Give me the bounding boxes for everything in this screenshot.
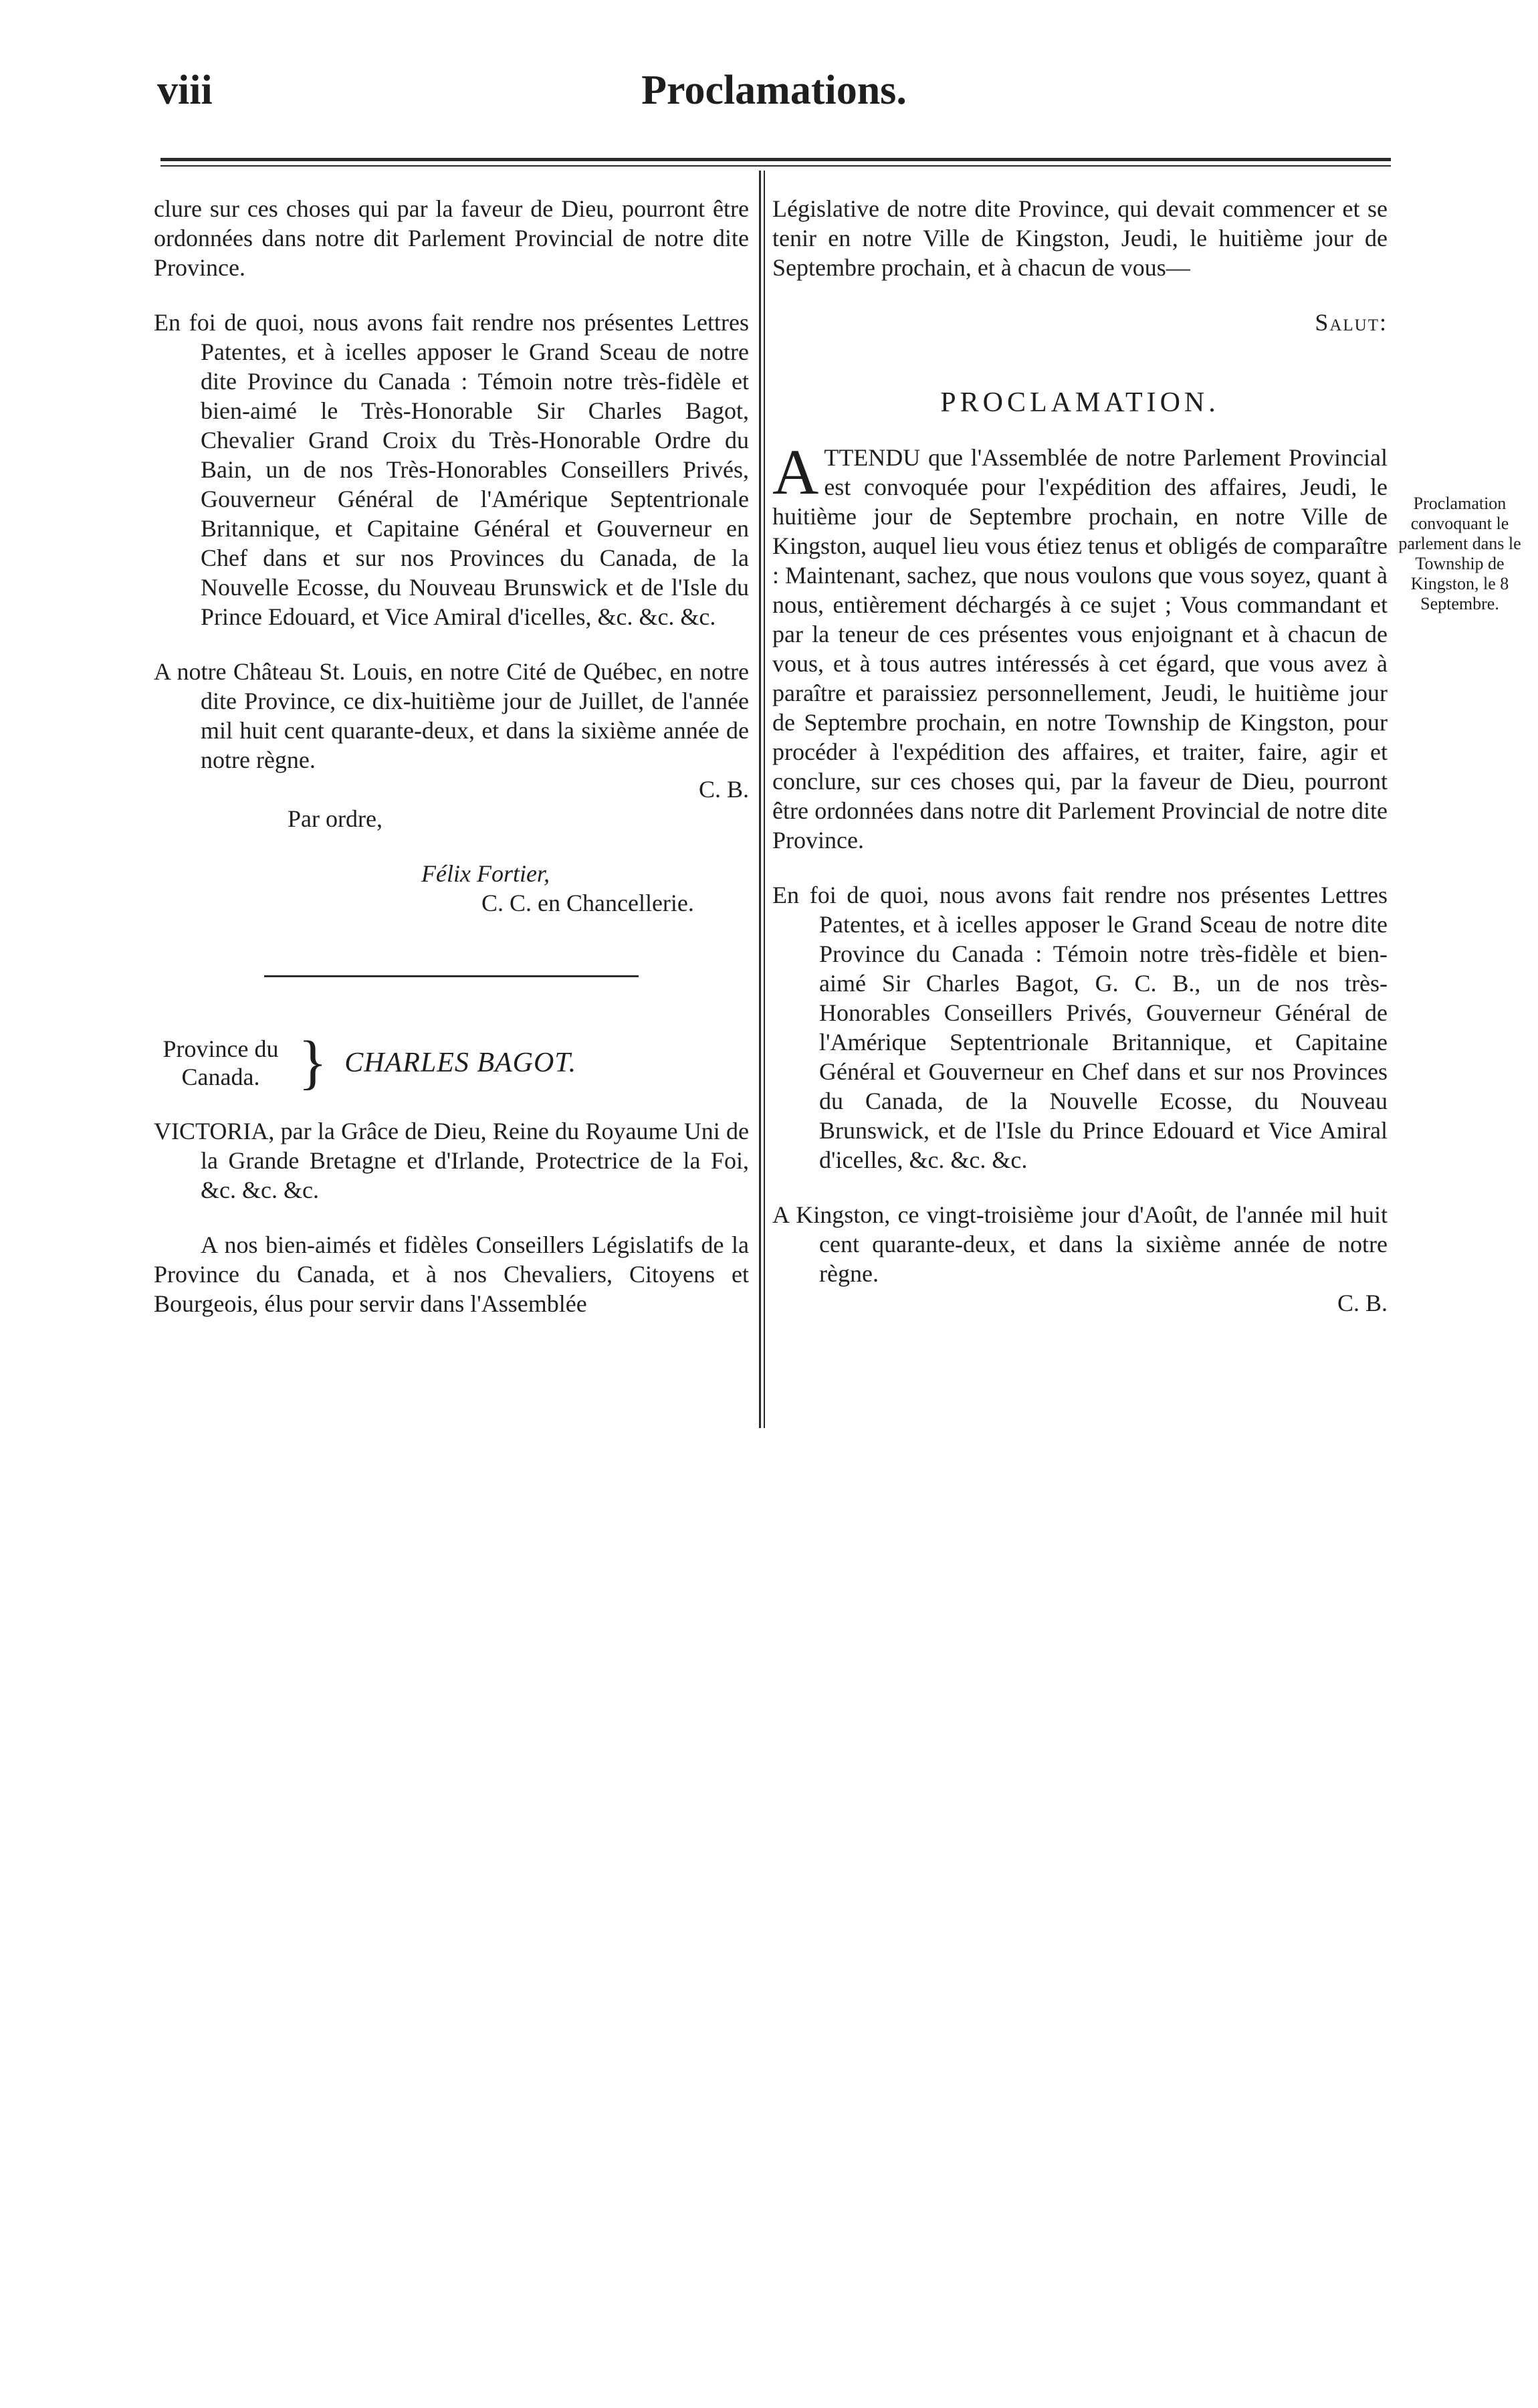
right-paragraph-kingston: A Kingston, ce vingt-troisième jour d'Août, de l'année mil huit cent quarante-deux, et dans la sixième année de notre règne. <box>772 1201 1388 1287</box>
header-rule-thin <box>160 165 1391 167</box>
column-separator <box>759 171 761 1428</box>
header-rule-thick <box>160 158 1391 161</box>
margin-note: Proclamation convoquant le parlement dans le Township de Kingston, le 8 Septembre. <box>1398 494 1521 613</box>
province-label: Province du Canada. <box>162 1035 279 1090</box>
signer-name: Félix Fortier, <box>421 860 550 887</box>
signer-office: C. C. en Chancellerie. <box>481 890 694 916</box>
left-paragraph-chateau: A notre Château St. Louis, en notre Cité de Québec, en notre dite Province, ce dix-huitième jour de Juillet, de l'année mil huit cent quarante-deux, et dans la sixième année de notre règne. <box>154 658 749 773</box>
governor-name: CHARLES BAGOT. <box>344 1047 577 1078</box>
left-initials: C. B. <box>698 776 749 803</box>
attendu-text: TTENDU que l'Assemblée de notre Parlement Provincial est convoquée pour l'expédition des affaires, Jeudi, le huitième jour de Septembre prochain, en notre Ville de Kingston, auquel lieu vous étiez tenus et obligés de comparaître : Maintenant, sachez, que nous voulons que vous soyez, quant à nous, entièrement déchargés à ce sujet ; Vous commandant et par la teneur de ces présentes vous enjoignant et à chacun de vous, et à tous autres intéressés à cet égard, que vous avez à paraître et paraissiez personnellement, Jeudi, le huitième jour de Septembre prochain, en notre Township de Kingston, pour procéder à l'expédition des affaires, et traiter, faire, agir et conclure, sur ces choses qui, par la faveur de Dieu, pourront être ordonnées dans notre dit Parlement Provincial de notre dite Province. <box>772 444 1388 854</box>
address-paragraph: A nos bien-aimés et fidèles Conseillers Législatifs de la Province du Canada, et à nos Chevaliers, Citoyens et Bourgeois, élus pour servir dans l'Assemblée <box>154 1231 749 1317</box>
right-paragraph-1: Législative de notre dite Province, qui devait commencer et se tenir en notre Ville de Kingston, Jeudi, le huitième jour de Septembre prochain, et à chacun de vous— <box>772 195 1388 281</box>
par-ordre: Par ordre, <box>288 805 382 832</box>
section-divider <box>264 975 639 977</box>
right-paragraph-en-foi: En foi de quoi, nous avons fait rendre nos présentes Lettres Patentes, et à icelles apposer le Grand Sceau de notre dite Province du Canada : Témoin notre très-fidèle et bien-aimé Sir Charles Bagot, G. C. B., un de nos très-Honorables Conseillers Privés, Gouverneur Général de l'Amérique Septentrionale Britannique, et Capitaine Général et Gouverneur en Chef dans et sur nos Provinces du Canada, de la Nouvelle Ecosse, du Nouveau Brunswick, et de l'Isle du Prince Edouard et Vice Amiral d'icelles, &c. &c. &c. <box>772 882 1388 1173</box>
left-paragraph-1: clure sur ces choses qui par la faveur de Dieu, pourront être ordonnées dans notre dit Parlement Provincial de notre dite Province. <box>154 195 749 281</box>
right-initials: C. B. <box>1337 1290 1388 1316</box>
left-column <box>154 194 749 1318</box>
proclamation-heading: PROCLAMATION. <box>940 387 1220 418</box>
victoria-paragraph: VICTORIA, par la Grâce de Dieu, Reine du Royaume Uni de la Grande Bretagne et d'Irlande, Protectrice de la Foi, &c. &c. &c. <box>154 1118 749 1203</box>
attendu-paragraph <box>772 436 1388 855</box>
province-block <box>154 1029 749 1096</box>
drop-cap: A <box>772 436 819 508</box>
brace-glyph: } <box>298 1029 328 1096</box>
page-header <box>157 67 1391 120</box>
page-number: viii <box>157 68 213 113</box>
page-title: Proclamations. <box>641 68 907 113</box>
left-paragraph-en-foi: En foi de quoi, nous avons fait rendre nos présentes Lettres Patentes, et à icelles apposer le Grand Sceau de notre dite Province du Canada : Témoin notre très-fidèle et bien-aimé le Très-Honorable Sir Charles Bagot, Chevalier Grand Croix du Très-Honorable Ordre du Bain, un de nos Très-Honorables Conseillers Privés, Gouverneur Général de l'Amérique Septentrionale Britannique, et Capitaine Général et Gouverneur en Chef dans et sur nos Provinces du Canada, de la Nouvelle Ecosse, du Nouveau Brunswick et de l'Isle du Prince Edouard, et Vice Amiral d'icelles, &c. &c. &c. <box>154 309 749 630</box>
column-separator-inner <box>764 171 765 1428</box>
salut: Salut: <box>1315 309 1388 336</box>
right-column <box>772 194 1388 1318</box>
